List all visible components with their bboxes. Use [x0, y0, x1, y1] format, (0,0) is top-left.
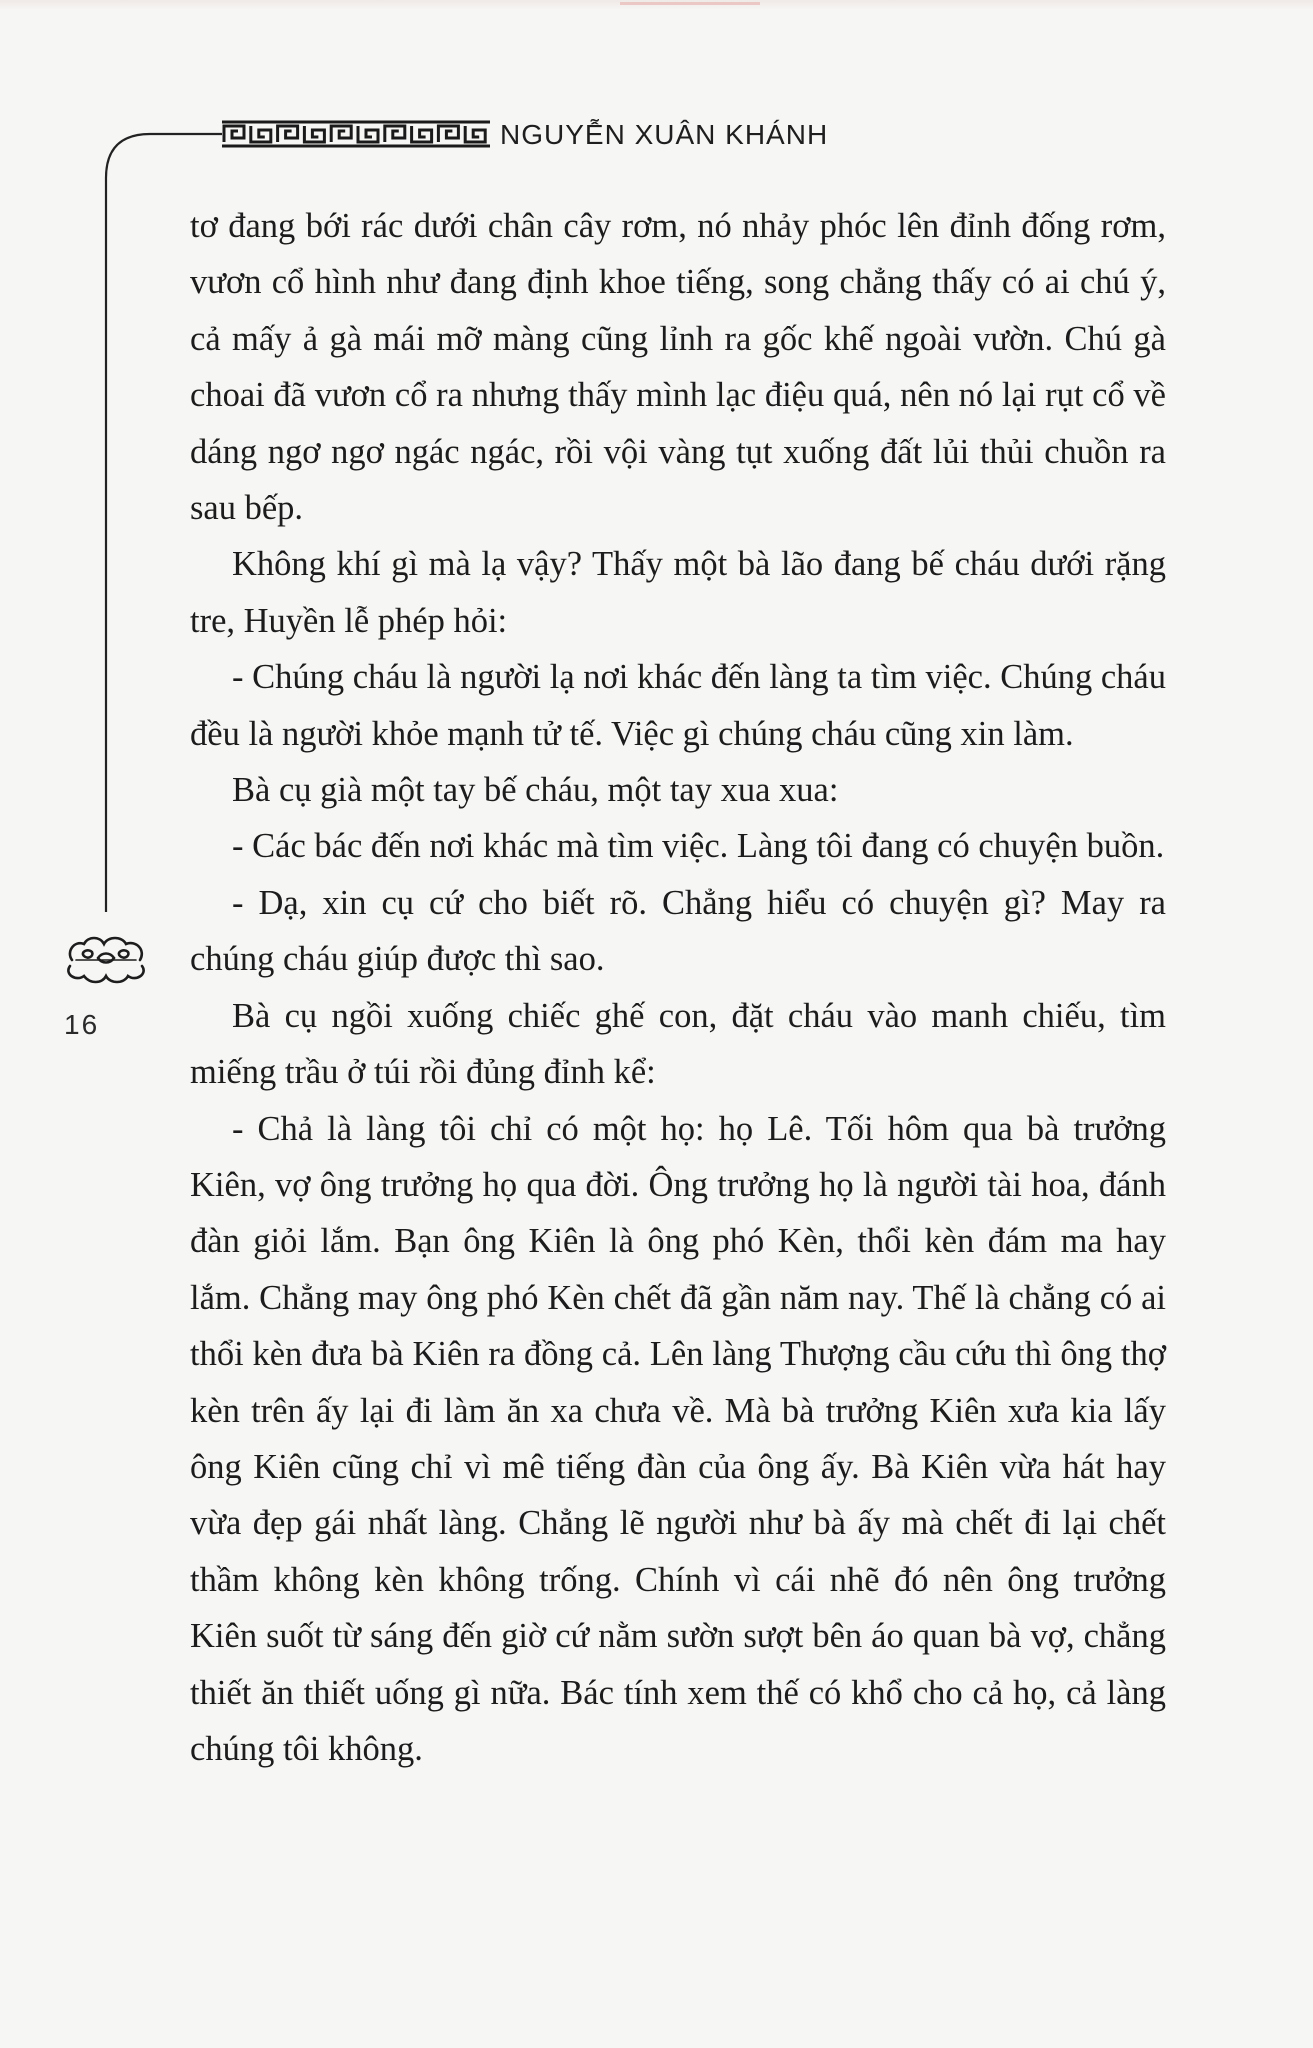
- running-header-author: NGUYỄN XUÂN KHÁNH: [500, 119, 829, 150]
- paragraph-4: Bà cụ già một tay bế cháu, một tay xua xua:: [232, 771, 839, 810]
- page-number: 16: [64, 1009, 100, 1040]
- paragraph-8: - Chả là làng tôi chỉ có một họ: họ Lê. Tối hôm qua bà trưởng Kiên, vợ ông trưởng họ qua đời. Ông trưởng họ là người tài hoa, đánh đàn giỏi lắm. Bạn ông Kiên là ông phó Kèn, thổi kèn đám ma hay lắm. Chẳng may ông phó Kèn chết đã gần năm nay. Thế là chẳng có ai thổi kèn đưa bà Kiên ra đồng cả. Lên làng Thượng cầu cứu thì ông thợ kèn trên ấy lại đi làm ăn xa chưa về. Mà bà trưởng Kiên xưa kia lấy ông Kiên cũng chỉ vì mê tiếng đàn của ông ấy. Bà Kiên vừa hát hay vừa đẹp gái nhất làng. Chẳng lẽ người như bà ấy mà chết đi lại chết thầm không kèn không trống. Chính vì cái nhẽ đó nên ông trưởng Kiên suốt từ sáng đến giờ cứ nằm sườn sượt bên áo quan bà vợ, chẳng thiết ăn thiết uống gì nữa. Bác tính xem thế có khổ cho cả họ, cả làng chúng tôi không.: [190, 1109, 1166, 1768]
- paragraph-3: - Chúng cháu là người lạ nơi khác đến làng ta tìm việc. Chúng cháu đều là người khỏe mạnh tử tế. Việc gì chúng cháu cũng xin làm.: [190, 658, 1166, 753]
- paragraph-6: - Dạ, xin cụ cứ cho biết rõ. Chẳng hiểu có chuyện gì? May ra chúng cháu giúp được thì sao.: [190, 883, 1166, 979]
- paragraph-7: Bà cụ ngồi xuống chiếc ghế con, đặt cháu vào manh chiếu, tìm miếng trầu ở túi rồi đủng đỉnh kể:: [190, 996, 1166, 1092]
- paragraph-5: - Các bác đến nơi khác mà tìm việc. Làng tôi đang có chuyện buồn.: [232, 827, 1165, 866]
- paragraph-1: tơ đang bới rác dưới chân cây rơm, nó nhảy phóc lên đỉnh đống rơm, vươn cổ hình như đang định khoe tiếng, song chẳng thấy có ai chú ý, cả mấy ả gà mái mỡ màng cũng lỉnh ra gốc khế ngoài vườn. Chú gà choai đã vươn cổ ra nhưng thấy mình lạc điệu quá, nên nó lại rụt cổ về dáng ngơ ngơ ngác ngác, rồi vội vàng tụt xuống đất lủi thủi chuồn ra sau bếp.: [190, 207, 1166, 528]
- cloud-scroll-ornament-icon: [62, 930, 150, 986]
- body-text: [190, 198, 1166, 1777]
- greek-key-pattern-icon: [222, 120, 490, 148]
- paragraph-2: Không khí gì mà lạ vậy? Thấy một bà lão đang bế cháu dưới rặng tre, Huyền lễ phép hỏi:: [190, 545, 1166, 640]
- page-top-edge: [0, 0, 1313, 10]
